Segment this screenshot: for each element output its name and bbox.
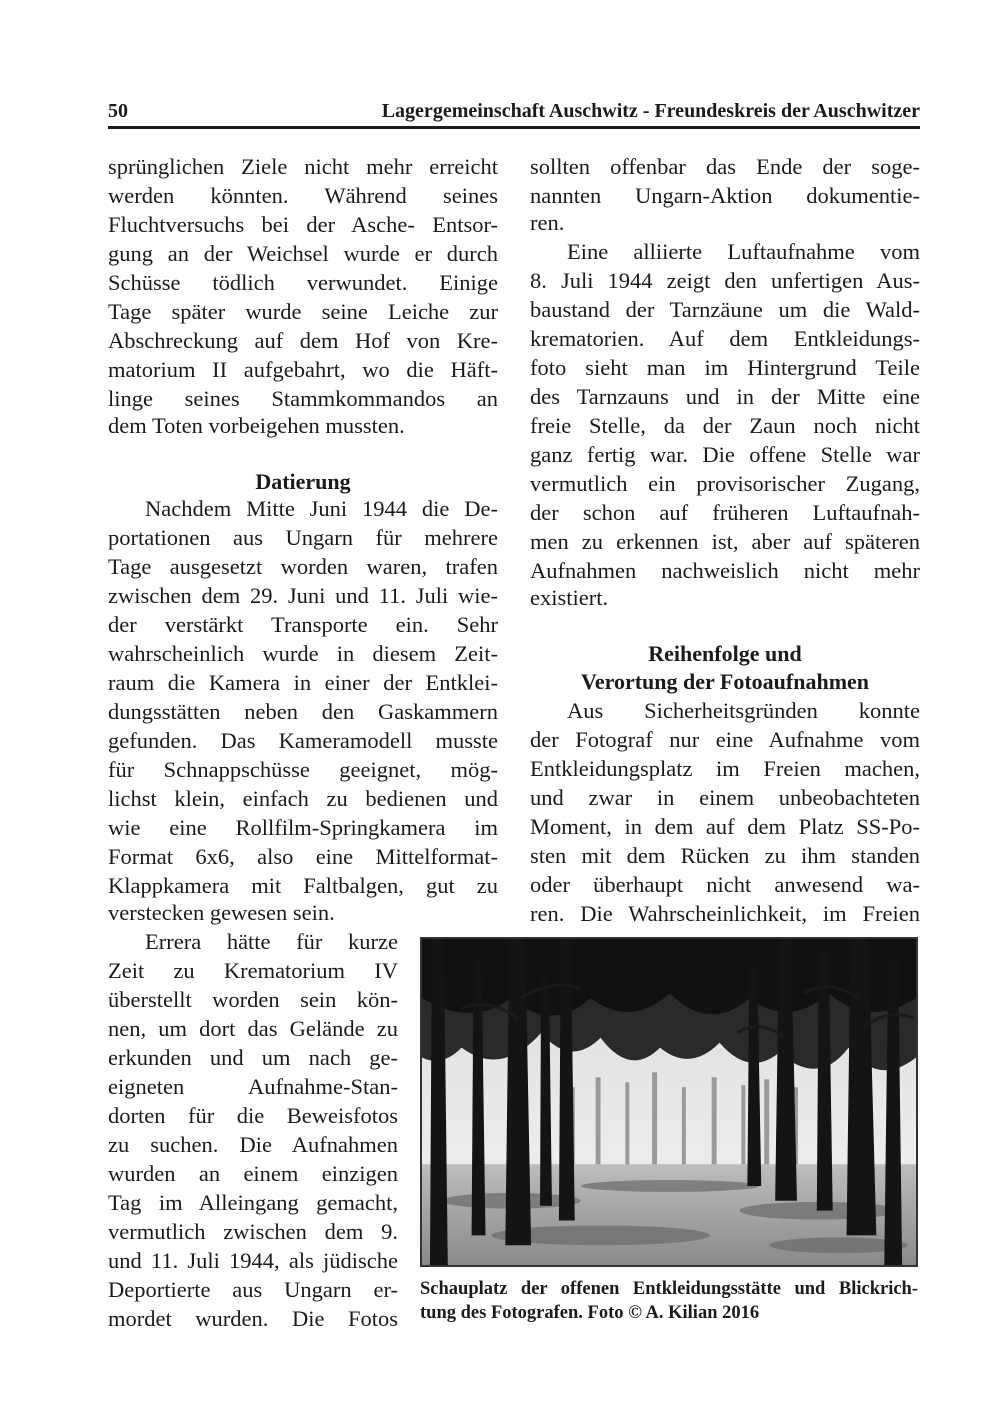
text-line: Tage später wurde seine Leiche zur	[108, 299, 498, 324]
text-line: eigneten Aufnahme-Stan-	[108, 1074, 398, 1099]
text-line: Entkleidungsplatz im Freien machen,	[530, 756, 920, 781]
text-line: ganz fertig war. Die offene Stelle war	[530, 442, 920, 467]
photo-caption-line: Schauplatz der offenen Entkleidungsstätte und Blickrich-	[420, 1279, 918, 1299]
text-line: Moment, in dem auf dem Platz SS-Po-	[530, 814, 920, 839]
running-header	[108, 99, 920, 129]
text-line: Abschreckung auf dem Hof von Kre-	[108, 328, 498, 353]
section-heading-verortung: Verortung der Fotoaufnahmen	[580, 669, 870, 694]
page-number: 50	[108, 100, 128, 122]
text-line: werden könnten. Während seines	[108, 183, 498, 208]
text-line: ren. Die Wahrscheinlichkeit, im Freien	[530, 901, 920, 926]
text-line: ren.	[530, 210, 565, 235]
text-line: Aufnahmen nachweislich nicht mehr	[530, 558, 920, 583]
text-line: für Schnappschüsse geeignet, mög-	[108, 757, 498, 782]
text-line: wie eine Rollfilm-Springkamera im	[108, 815, 498, 840]
text-line: wurden an einem einzigen	[108, 1161, 398, 1186]
text-line: Tage ausgesetzt worden waren, trafen	[108, 554, 498, 579]
text-line: wahrscheinlich wurde in diesem Zeit-	[108, 641, 498, 666]
text-line: Klappkamera mit Faltbalgen, gut zu	[108, 873, 498, 898]
text-line: sollten offenbar das Ende der soge-	[530, 154, 920, 179]
text-line: der verstärkt Transporte ein. Sehr	[108, 612, 498, 637]
text-line: und 11. Juli 1944, als jüdische	[108, 1248, 398, 1273]
photo-caption-line: tung des Fotografen. Foto © A. Kilian 2016	[420, 1303, 760, 1323]
text-line: freie Stelle, da der Zaun noch nicht	[530, 413, 920, 438]
text-line: dungsstätten neben den Gaskammern	[108, 699, 498, 724]
text-line: zu suchen. Die Aufnahmen	[108, 1132, 398, 1157]
section-heading-datierung: Datierung	[255, 469, 351, 494]
forest-photo-image	[422, 939, 916, 1265]
text-line: mordet wurden. Die Fotos	[108, 1306, 398, 1331]
text-line: verstecken gewesen sein.	[108, 900, 335, 925]
forest-photo	[420, 937, 918, 1267]
text-line: raum die Kamera in einer der Entklei-	[108, 670, 498, 695]
text-line: Eine alliierte Luftaufnahme vom	[567, 239, 920, 264]
text-line: gefunden. Das Kameramodell musste	[108, 728, 498, 753]
section-heading-reihenfolge: Reihenfolge und	[648, 641, 802, 666]
text-line: portationen aus Ungarn für mehrere	[108, 525, 498, 550]
running-title: Lagergemeinschaft Auschwitz - Freundeskreis der Auschwitzer	[381, 100, 920, 122]
text-line: oder überhaupt nicht anwesend wa-	[530, 872, 920, 897]
text-line: der schon auf früheren Luftaufnah-	[530, 500, 920, 525]
text-line: Errera hätte für kurze	[145, 929, 398, 954]
text-line: und zwar in einem unbeobachteten	[530, 785, 920, 810]
text-line: sten mit dem Rücken zu ihm standen	[530, 843, 920, 868]
text-line: erkunden und um nach ge-	[108, 1045, 398, 1070]
text-line: Fluchtversuchs bei der Asche- Entsor-	[108, 212, 498, 237]
text-line: matorium II aufgebahrt, wo die Häft-	[108, 357, 498, 382]
text-line: dorten für die Beweisfotos	[108, 1103, 398, 1128]
text-line: dem Toten vorbeigehen mussten.	[108, 413, 405, 438]
text-line: der Fotograf nur eine Aufnahme vom	[530, 727, 920, 752]
text-line: vermutlich ein provisorischer Zugang,	[530, 471, 920, 496]
text-line: Zeit zu Krematorium IV	[108, 958, 398, 983]
text-line: 8. Juli 1944 zeigt den unfertigen Aus-	[530, 268, 920, 293]
text-line: linge seines Stammkommandos an	[108, 386, 498, 411]
text-line: lichst klein, einfach zu bedienen und	[108, 786, 498, 811]
text-line: nannten Ungarn-Aktion dokumentie-	[530, 183, 920, 208]
text-line: foto sieht man im Hintergrund Teile	[530, 355, 920, 380]
text-line: vermutlich zwischen dem 9.	[108, 1219, 398, 1244]
text-line: krematorien. Auf dem Entkleidungs-	[530, 326, 920, 351]
text-line: Deportierte aus Ungarn er-	[108, 1277, 398, 1302]
text-line: des Tarnzauns und in der Mitte eine	[530, 384, 920, 409]
text-line: Aus Sicherheitsgründen konnte	[567, 698, 920, 723]
text-line: gung an der Weichsel wurde er durch	[108, 241, 498, 266]
text-line: sprünglichen Ziele nicht mehr erreicht	[108, 154, 498, 179]
text-line: überstellt worden sein kön-	[108, 987, 398, 1012]
text-line: Nachdem Mitte Juni 1944 die De-	[145, 496, 498, 521]
text-line: nen, um dort das Gelände zu	[108, 1016, 398, 1041]
text-line: Schüsse tödlich verwundet. Einige	[108, 270, 498, 295]
text-line: baustand der Tarnzäune um die Wald-	[530, 297, 920, 322]
text-line: existiert.	[530, 585, 609, 610]
text-line: men zu erkennen ist, aber auf späteren	[530, 529, 920, 554]
text-line: Tag im Alleingang gemacht,	[108, 1190, 398, 1215]
text-line: zwischen dem 29. Juni und 11. Juli wie-	[108, 583, 498, 608]
text-line: Format 6x6, also eine Mittelformat-	[108, 844, 498, 869]
